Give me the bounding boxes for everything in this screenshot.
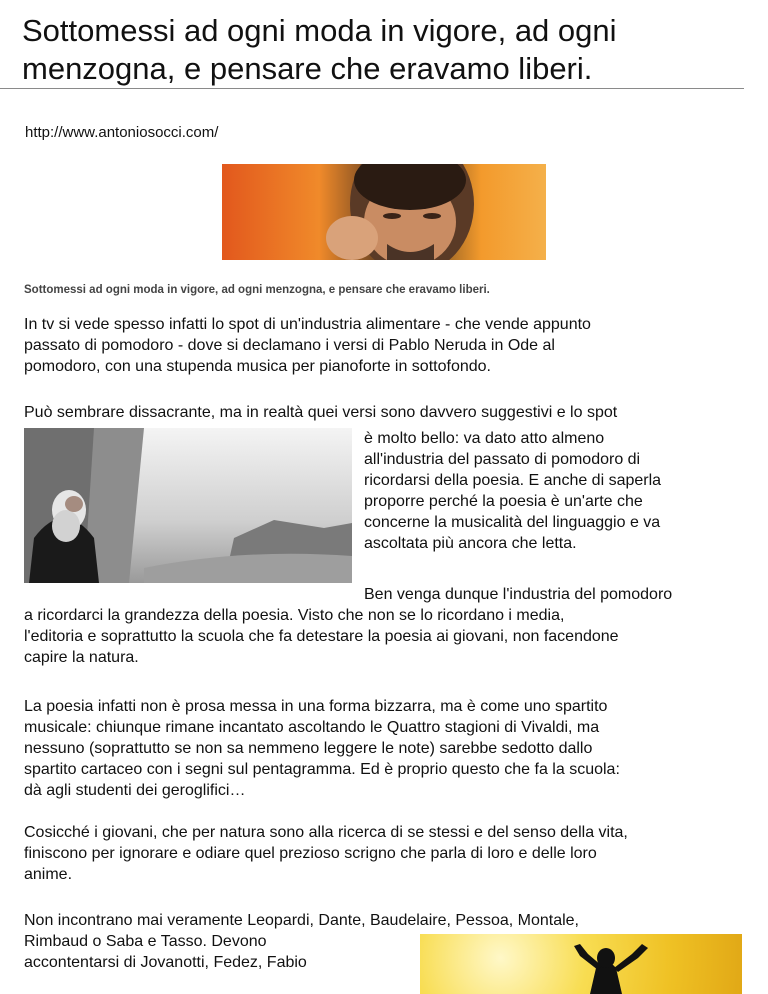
paragraph-2-wrapped: è molto bello: va dato atto almeno all'industria del passato di pomodoro di ricordarsi della poesia. E anche di saperla proporre perché la poesia è un'arte che concerne la musicalità del linguaggio e va ascoltata più ancora che letta. bbox=[364, 430, 662, 552]
paragraph-4: La poesia infatti non è prosa messa in una forma bizzarra, ma è come uno spartito musicale: chiunque rimane incantato ascoltando le Quattro stagioni di Vivaldi, ma nessuno (soprattutto se non sa nemmeno leggere le note) sarebbe sedotto dallo spartito cartaceo con i segni sul pentagramma. Ed è proprio questo che fa la scuola: dà agli studenti dei geroglifici… bbox=[24, 698, 620, 799]
paragraph-6-first-line: Non incontrano mai veramente Leopardi, Dante, Baudelaire, Pessoa, Montale, bbox=[24, 912, 579, 929]
poet-photo bbox=[24, 428, 352, 583]
image-caption: Sottomessi ad ogni moda in vigore, ad ogni menzogna, e pensare che eravamo liberi. bbox=[24, 284, 490, 296]
man-photo bbox=[222, 164, 546, 260]
source-url[interactable]: http://www.antoniosocci.com/ bbox=[25, 124, 219, 141]
paragraph-3: a ricordarci la grandezza della poesia. Visto che non se lo ricordano i media, l'editoria e soprattutto la scuola che fa detestare la poesia ai giovani, non facendone capire la natura. bbox=[24, 607, 619, 666]
article-title: Sottomessi ad ogni moda in vigore, ad ogni menzogna, e pensare che eravamo liberi. bbox=[22, 13, 617, 86]
celebration-photo bbox=[420, 934, 742, 994]
paragraph-6-wrapped: Rimbaud o Saba e Tasso. Devono accontentarsi di Jovanotti, Fedez, Fabio bbox=[24, 933, 307, 971]
title-divider bbox=[0, 88, 744, 89]
paragraph-3-first-line: Ben venga dunque l'industria del pomodoro bbox=[364, 586, 673, 603]
paragraph-2-first-line: Può sembrare dissacrante, ma in realtà quei versi sono davvero suggestivi e lo spot bbox=[24, 404, 618, 421]
paragraph-1: In tv si vede spesso infatti lo spot di un'industria alimentare - che vende appunto passato di pomodoro - dove si declamano i versi di Pablo Neruda in Ode al pomodoro, con una stupenda musica per pianoforte in sottofondo. bbox=[24, 316, 591, 375]
paragraph-5: Cosicché i giovani, che per natura sono alla ricerca di se stessi e del senso della vita, finiscono per ignorare e odiare quel prezioso scrigno che parla di loro e delle loro anime. bbox=[24, 824, 628, 883]
